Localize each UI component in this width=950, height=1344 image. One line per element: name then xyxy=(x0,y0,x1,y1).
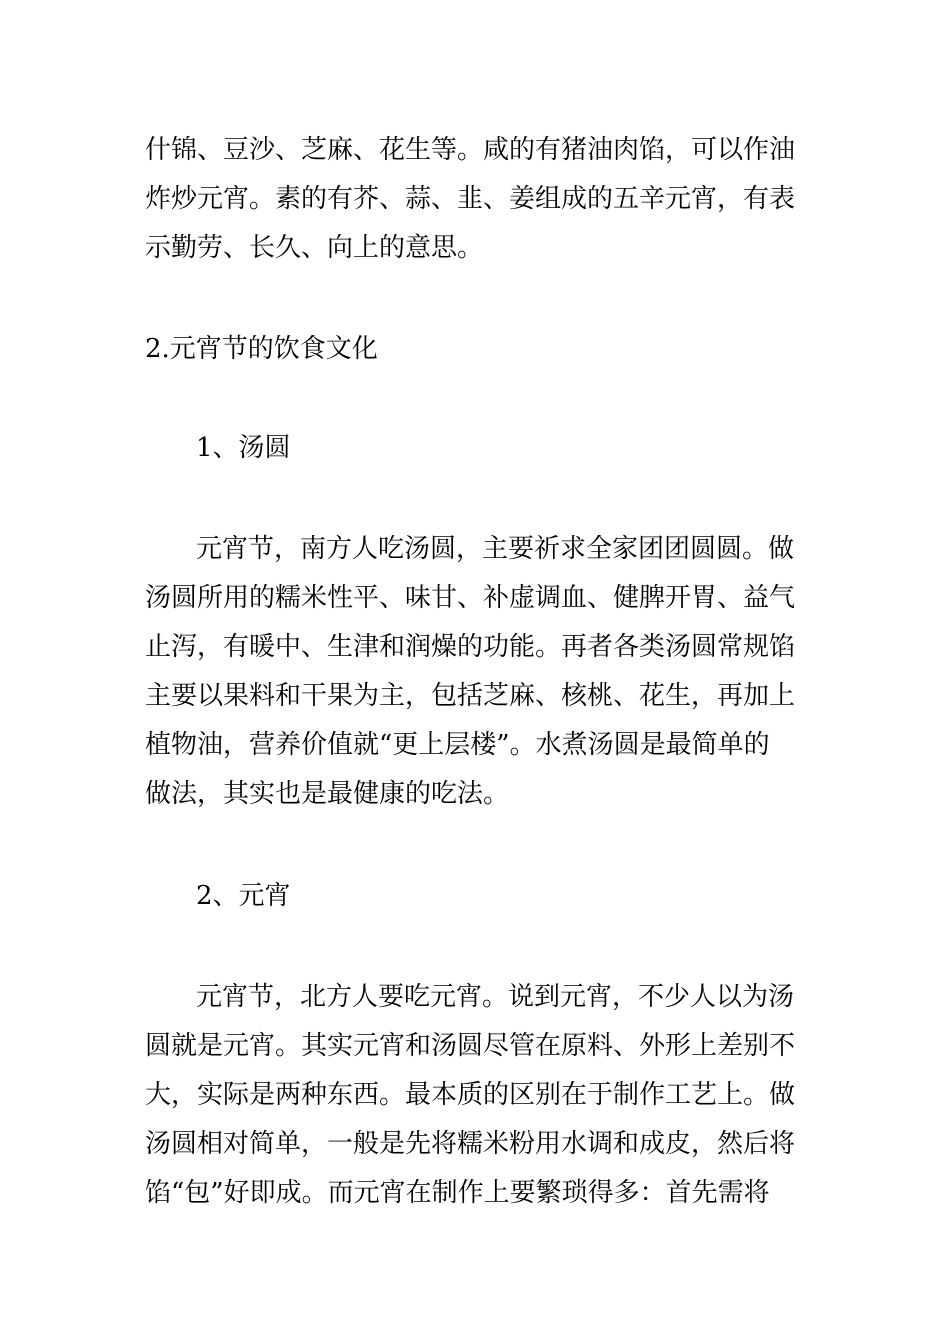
paragraph-line: 大，实际是两种东西。最本质的区别在于制作工艺上。做 xyxy=(145,1080,796,1110)
paragraph-line: 止泻，有暖中、生津和润燥的功能。再者各类汤圆常规馅 xyxy=(145,632,796,662)
subsection-heading-tangyuan: 1、汤圆 xyxy=(196,433,291,463)
paragraph-line: 馅“包”好即成。而元宵在制作上要繁琐得多：首先需将 xyxy=(145,1178,770,1208)
paragraph-line: 元宵节，北方人要吃元宵。说到元宵，不少人以为汤 xyxy=(196,982,795,1012)
subsection-heading-yuanxiao: 2、元宵 xyxy=(196,881,291,911)
paragraph-line: 炸炒元宵。素的有芥、蒜、韭、姜组成的五辛元宵，有表 xyxy=(145,184,796,214)
paragraph-line: 什锦、豆沙、芝麻、花生等。咸的有猪油肉馅，可以作油 xyxy=(145,135,796,165)
paragraph-line: 做法，其实也是最健康的吃法。 xyxy=(145,779,510,809)
paragraph-line: 汤圆所用的糯米性平、味甘、补虚调血、健脾开胃、益气 xyxy=(145,583,796,613)
section-heading: 2.元宵节的饮食文化 xyxy=(145,334,378,364)
paragraph-line: 植物油，营养价值就“更上层楼”。水煮汤圆是最简单的 xyxy=(145,730,770,760)
paragraph-line: 元宵节，南方人吃汤圆，主要祈求全家团团圆圆。做 xyxy=(196,534,795,564)
paragraph-line: 主要以果料和干果为主，包括芝麻、核桃、花生，再加上 xyxy=(145,681,796,711)
paragraph-line: 圆就是元宵。其实元宵和汤圆尽管在原料、外形上差别不 xyxy=(145,1031,796,1061)
paragraph-line: 示勤劳、长久、向上的意思。 xyxy=(145,233,484,263)
paragraph-line: 汤圆相对简单，一般是先将糯米粉用水调和成皮，然后将 xyxy=(145,1129,796,1159)
